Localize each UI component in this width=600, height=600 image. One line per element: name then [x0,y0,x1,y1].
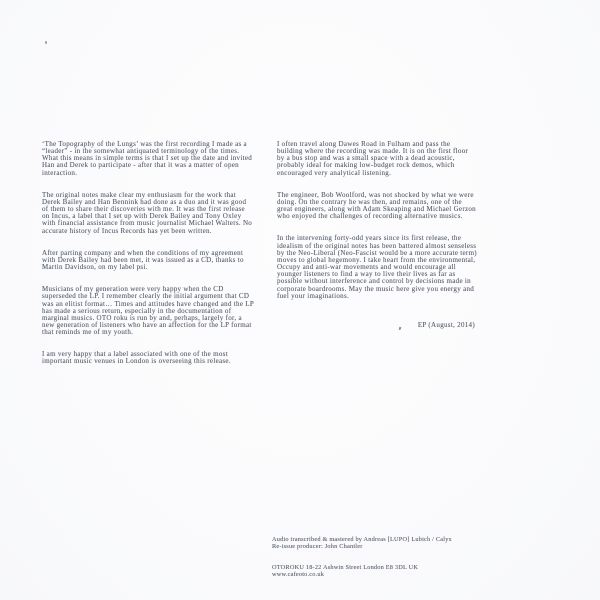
liner-notes-paragraph: ‘The Topography of the Lungs’ was the first recording I made as a “leader” - in the somewhat antiquated terminology of the times. What this means in simple terms is that I set up the date and invited Han and Derek to participate - after that it was a matter of open interaction. [42,140,253,177]
author-signature: EP (August, 2014) [417,320,475,329]
credits-block [272,536,452,551]
label-website: www.cafeoto.co.uk [272,571,325,579]
imprint-block [272,564,418,579]
mastering-credit: Audio transcribed & mastered by Andreas [LUPO] Lubich / Calyx [272,536,452,543]
liner-notes-paragraph: In the intervening forty-odd years since its first release, the idealism of the original notes has been battered almost senseless by the Neo-Liberal (Neo-Fascist would be a more accurate term) moves to global hegemony. I take heart from the environmental, Occupy and anti-war movements and would encourage all younger listeners to find a way to live their lives as far as possible without interference and control by decisions made in corporate boardrooms. May the music here give you energy and fuel your imaginations. [277,234,477,300]
label-address: OTOROKU 18-22 Ashwin Street London E8 3DL UK [272,564,419,571]
liner-notes-left-column [42,141,254,381]
liner-notes-paragraph: The engineer, Bob Woolford, was not shocked by what we were doing. On the contrary he was then, and remains, one of the great engineers, along with Adam Skeaping and Michael Gerzon who enjoyed the challenges of recording alternative musics. [277,190,476,221]
liner-notes-paragraph: After parting company and when the conditions of my agreement with Derek Bailey had been met, it was issued as a CD, thanks to Martin Davidson, on my label psi. [42,248,244,272]
liner-notes-paragraph: The original notes make clear my enthusiasm for the work that Derek Bailey and Han Bennink had done as a duo and it was good of them to share their discoveries with me. It was the first release on Incus, a label that I set up with Derek Bailey and Tony Oxley with financial assistance from music journalist Michael Walters. No accurate history of Incus Records has yet been written. [42,190,253,235]
dust-speck [45,41,47,44]
liner-notes-paragraph: I often travel along Dawes Road in Fulham and pass the building where the recording was made. It is on the first floor by a bus stop and was a small space with a dead acoustic, probably ideal for making low-budget rock demos, which encouraged very analytical listening. [277,140,469,177]
liner-notes-right-column [277,141,477,344]
producer-credit: Re-issue producer: John Chantler [272,543,363,551]
liner-notes-paragraph: Musicians of my generation were very happy when the CD superseded the LP. I remember clearly the initial argument that CD was an elitist format… Times and attitudes have changed and the LP has made a serious return, especially in the documentation of marginal musics. OTO roku is run by and, perhaps, largely for, a new generation of listeners who have an affection for the LP format that reminds me of my youth. [42,285,254,337]
liner-notes-paragraph: I am very happy that a label associated with one of the most important music venues in London is overseeing this release. [42,350,231,366]
